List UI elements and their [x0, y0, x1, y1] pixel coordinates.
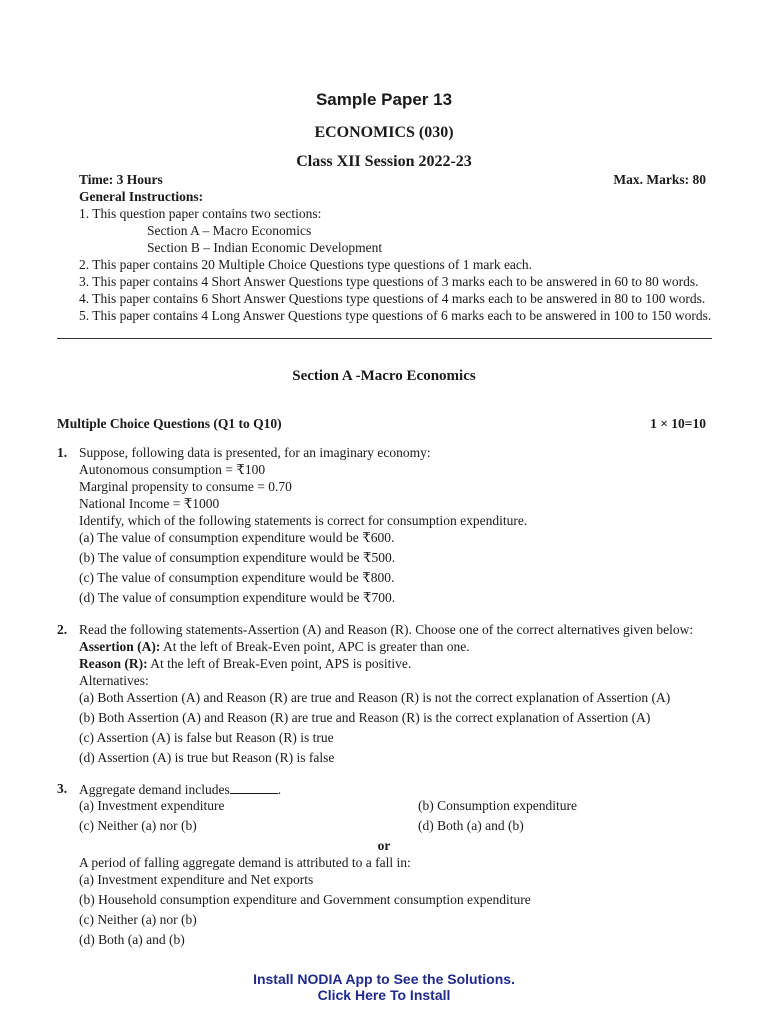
question-line: Suppose, following data is presented, for an imaginary economy: [79, 445, 431, 460]
alt-option-a: (a) Investment expenditure and Net exports [79, 872, 314, 887]
question-number: 1. [57, 445, 68, 460]
reason-text: At the left of Break-Even point, APS is positive. [147, 656, 412, 671]
option-a: (a) Both Assertion (A) and Reason (R) are true and Reason (R) is not the correct explanation of Assertion (A) [79, 690, 671, 705]
click-to-install-link[interactable]: Click Here To Install [317, 987, 451, 1003]
max-marks-label: Max. Marks: 80 [613, 172, 706, 187]
subject-title: ECONOMICS (030) [314, 124, 454, 141]
section-title: Section A -Macro Economics [292, 368, 476, 384]
instruction-item: Section A – Macro Economics [147, 223, 312, 238]
alternatives-label: Alternatives: [79, 673, 149, 688]
option-d: (d) Assertion (A) is true but Reason (R) is false [79, 750, 335, 765]
instruction-item: Section B – Indian Economic Development [147, 240, 383, 255]
assertion-line [79, 639, 470, 655]
mcq-marks: 1 × 10=10 [650, 416, 706, 431]
question-line: National Income = ₹1000 [79, 496, 220, 511]
instruction-item: 1. This question paper contains two sections: [79, 206, 322, 221]
alt-option-b: (b) Household consumption expenditure and Government consumption expenditure [79, 892, 531, 907]
question-line: Autonomous consumption = ₹100 [79, 462, 266, 477]
option-a: (a) The value of consumption expenditure would be ₹600. [79, 530, 395, 545]
time-label: Time: 3 Hours [79, 172, 163, 187]
reason-label: Reason (R): [79, 656, 148, 671]
instructions-heading: General Instructions: [79, 189, 204, 204]
question-stem: Read the following statements-Assertion (A) and Reason (R). Choose one of the correct alternatives given below: [79, 622, 694, 637]
option-b: (b) The value of consumption expenditure would be ₹500. [79, 550, 396, 565]
question-number: 3. [57, 781, 68, 796]
class-session: Class XII Session 2022-23 [296, 153, 472, 170]
alt-option-c: (c) Neither (a) nor (b) [79, 912, 197, 927]
install-app-banner[interactable] [0, 971, 768, 1003]
instruction-item: 3. This paper contains 4 Short Answer Questions type questions of 3 marks each to be answered in 60 to 80 words. [79, 274, 699, 289]
question-line: Marginal propensity to consume = 0.70 [79, 479, 292, 494]
alt-question-stem: A period of falling aggregate demand is attributed to a fall in: [79, 855, 411, 870]
instruction-item: 2. This paper contains 20 Multiple Choice Questions type questions of 1 mark each. [79, 257, 533, 272]
instruction-item: 4. This paper contains 6 Short Answer Questions type questions of 4 marks each to be answered in 80 to 100 words. [79, 291, 706, 306]
reason-line [79, 656, 411, 672]
stem-end: . [277, 782, 282, 797]
question-stem [79, 781, 281, 798]
page-title: Sample Paper 13 [315, 90, 453, 109]
option-c: (c) The value of consumption expenditure would be ₹800. [79, 570, 395, 585]
option-d: (d) The value of consumption expenditure would be ₹700. [79, 590, 396, 605]
stem-text: Aggregate demand includes [79, 782, 230, 797]
question-number: 2. [57, 622, 68, 637]
alt-option-d: (d) Both (a) and (b) [79, 932, 185, 947]
option-b: (b) Both Assertion (A) and Reason (R) are true and Reason (R) is the correct explanation of Assertion (A) [79, 710, 651, 725]
option-d: (d) Both (a) and (b) [418, 818, 524, 833]
option-a: (a) Investment expenditure [79, 798, 225, 813]
option-c: (c) Assertion (A) is false but Reason (R) is true [79, 730, 334, 745]
install-app-link[interactable]: Install NODIA App to See the Solutions. [253, 971, 515, 987]
assertion-text: At the left of Break-Even point, APC is greater than one. [160, 639, 470, 654]
option-c: (c) Neither (a) nor (b) [79, 818, 197, 833]
horizontal-divider [57, 338, 712, 339]
fill-in-blank [230, 781, 278, 794]
mcq-heading: Multiple Choice Questions (Q1 to Q10) [57, 416, 282, 431]
instruction-item: 5. This paper contains 4 Long Answer Questions type questions of 6 marks each to be answered in 100 to 150 words. [79, 308, 712, 323]
assertion-label: Assertion (A): [79, 639, 161, 654]
or-separator: or [377, 838, 391, 853]
question-line: Identify, which of the following statements is correct for consumption expenditure. [79, 513, 528, 528]
option-b: (b) Consumption expenditure [418, 798, 577, 813]
